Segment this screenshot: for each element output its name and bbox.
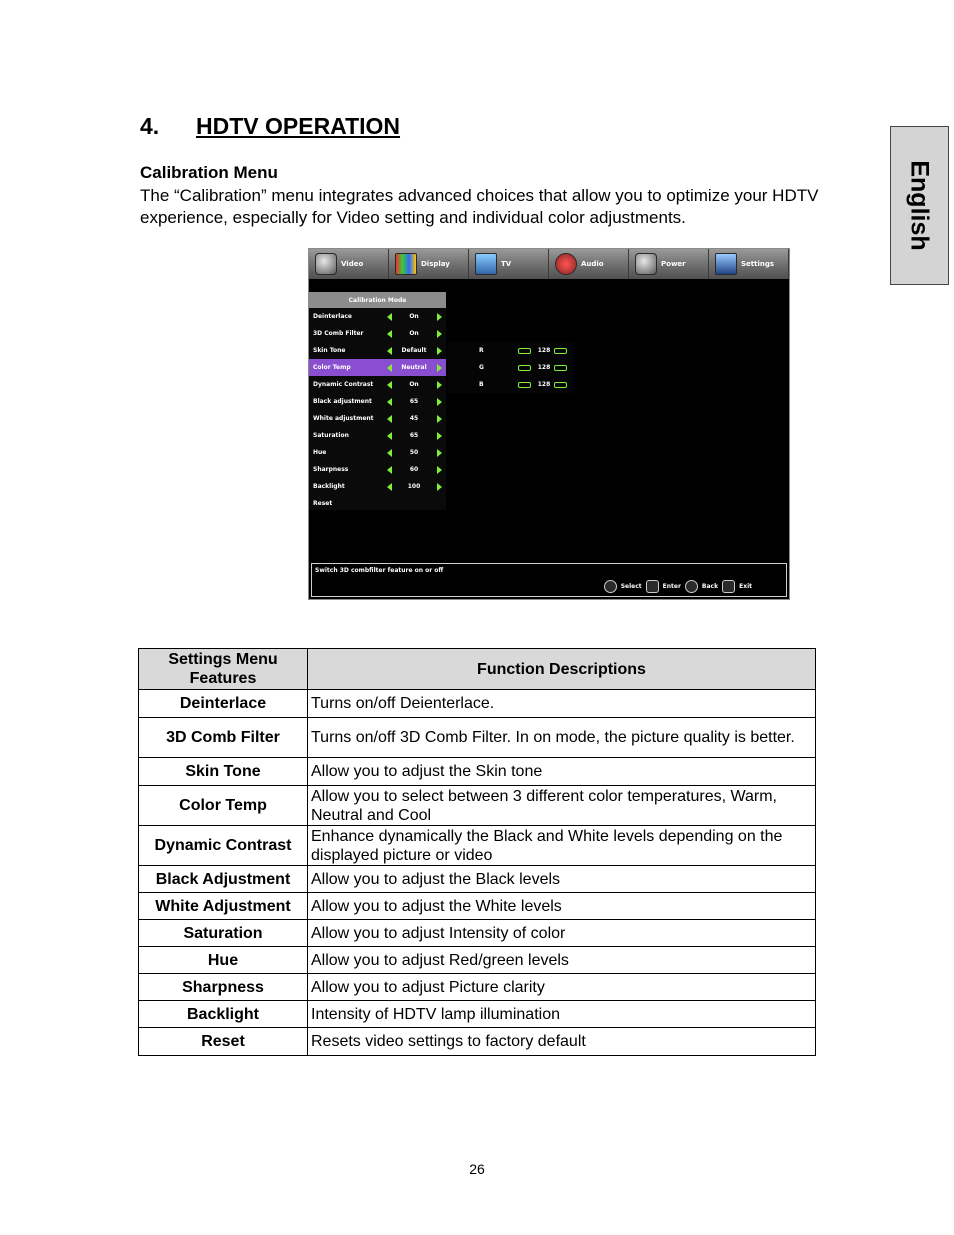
settings-feature-table	[138, 648, 816, 1056]
description-cell: Turns on/off Deienterlace.	[308, 690, 816, 718]
osd-rgb-channel: B	[479, 381, 484, 388]
description-cell: Resets video settings to factory default	[308, 1028, 816, 1056]
description-cell: Allow you to select between 3 different color temperatures, Warm, Neutral and Cool	[308, 786, 816, 826]
osd-rgb-row	[448, 342, 574, 359]
slider-decrease-icon	[518, 348, 531, 354]
osd-menu-row	[309, 461, 446, 478]
osd-menu-row	[309, 393, 446, 410]
arrow-left-icon	[387, 381, 392, 389]
osd-row-label: Dynamic Contrast	[313, 381, 374, 388]
arrow-right-icon	[437, 398, 442, 406]
section-number: 4.	[140, 113, 160, 139]
description-cell: Allow you to adjust the Black levels	[308, 866, 816, 893]
osd-tab-audio: Audio	[549, 249, 629, 279]
osd-menu-row	[309, 410, 446, 427]
osd-menu-row	[309, 495, 446, 512]
arrow-left-icon	[387, 415, 392, 423]
osd-help-bar	[311, 563, 787, 597]
osd-rgb-submenu	[448, 342, 574, 393]
osd-row-value: Neutral	[401, 364, 427, 371]
osd-rgb-value: 128	[537, 347, 551, 354]
table-row	[139, 690, 816, 718]
osd-row-label: Reset	[313, 500, 333, 507]
osd-rgb-value: 128	[537, 381, 551, 388]
osd-row-label: 3D Comb Filter	[313, 330, 364, 337]
osd-menu-row	[309, 478, 446, 495]
header-descriptions: Function Descriptions	[308, 649, 816, 690]
osd-tab-video: Video	[309, 249, 389, 279]
arrow-left-icon	[387, 313, 392, 321]
arrow-right-icon	[437, 483, 442, 491]
calibration-menu-screenshot	[308, 248, 790, 600]
osd-menu-row	[309, 444, 446, 461]
osd-key-legend: Select Enter Back Exit	[604, 580, 752, 593]
osd-row-value: 45	[409, 415, 419, 422]
description-cell: Allow you to adjust Red/green levels	[308, 947, 816, 974]
osd-row-label: Skin Tone	[313, 347, 346, 354]
osd-row-label: Deinterlace	[313, 313, 353, 320]
table-row	[139, 758, 816, 786]
arrow-left-icon	[387, 398, 392, 406]
arrow-right-icon	[437, 347, 442, 355]
arrow-left-icon	[387, 483, 392, 491]
subsection-title: Calibration Menu	[140, 163, 278, 182]
table-row	[139, 920, 816, 947]
plug-icon	[635, 253, 657, 275]
description-cell: Allow you to adjust the White levels	[308, 893, 816, 920]
arrow-left-icon	[387, 347, 392, 355]
dpad-icon	[604, 580, 617, 593]
table-header-row	[139, 649, 816, 690]
osd-row-label: Color Temp	[313, 364, 351, 371]
table-row	[139, 826, 816, 866]
page-number: 26	[469, 1161, 485, 1177]
arrow-right-icon	[437, 415, 442, 423]
osd-row-value: 65	[409, 398, 419, 405]
table-row	[139, 947, 816, 974]
osd-rgb-channel: G	[479, 364, 484, 371]
osd-tab-display: Display	[389, 249, 469, 279]
arrow-right-icon	[437, 432, 442, 440]
osd-tab-settings: Settings	[709, 249, 789, 279]
feature-cell: Deinterlace	[139, 690, 308, 718]
table-row	[139, 974, 816, 1001]
feature-cell: Color Temp	[139, 786, 308, 826]
table-row	[139, 1028, 816, 1056]
table-row	[139, 1001, 816, 1028]
osd-rgb-channel: R	[479, 347, 484, 354]
osd-tab-tv: TV	[469, 249, 549, 279]
osd-menu-row	[309, 376, 446, 393]
description-cell: Allow you to adjust the Skin tone	[308, 758, 816, 786]
feature-cell: White Adjustment	[139, 893, 308, 920]
arrow-left-icon	[387, 449, 392, 457]
osd-menu-row	[309, 325, 446, 342]
arrow-left-icon	[387, 466, 392, 474]
feature-cell: Skin Tone	[139, 758, 308, 786]
feature-cell: Backlight	[139, 1001, 308, 1028]
osd-rgb-value: 128	[537, 364, 551, 371]
osd-tab-power: Power	[629, 249, 709, 279]
tv-icon	[475, 253, 497, 275]
table-row	[139, 718, 816, 758]
osd-row-label: Sharpness	[313, 466, 349, 473]
table-row	[139, 866, 816, 893]
osd-row-label: White adjustment	[313, 415, 374, 422]
arrow-right-icon	[437, 449, 442, 457]
osd-row-value: 65	[409, 432, 419, 439]
description-cell: Turns on/off 3D Comb Filter. In on mode, the picture quality is better.	[308, 718, 816, 758]
language-tab	[890, 126, 949, 285]
description-cell: Enhance dynamically the Black and White levels depending on the displayed picture or video	[308, 826, 816, 866]
description-cell: Allow you to adjust Intensity of color	[308, 920, 816, 947]
osd-hint-text: Switch 3D combfilter feature on or off	[315, 567, 444, 574]
osd-row-value: 50	[409, 449, 419, 456]
video-reel-icon	[315, 253, 337, 275]
arrow-right-icon	[437, 330, 442, 338]
osd-row-value: On	[409, 381, 419, 388]
arrow-left-icon	[387, 330, 392, 338]
arrow-right-icon	[437, 466, 442, 474]
slider-increase-icon	[554, 382, 567, 388]
arrow-left-icon	[387, 364, 392, 372]
language-tab-label: English	[906, 160, 935, 251]
osd-row-label: Black adjustment	[313, 398, 372, 405]
osd-rgb-row	[448, 359, 574, 376]
description-cell: Allow you to adjust Picture clarity	[308, 974, 816, 1001]
feature-cell: Reset	[139, 1028, 308, 1056]
exit-key-icon	[722, 580, 735, 593]
osd-row-label: Hue	[313, 449, 327, 456]
table-row	[139, 786, 816, 826]
osd-menu-row	[309, 427, 446, 444]
feature-cell: Saturation	[139, 920, 308, 947]
osd-row-value: Default	[401, 347, 427, 354]
color-bars-icon	[395, 253, 417, 275]
section-title: HDTV OPERATION	[196, 113, 401, 139]
feature-cell: Black Adjustment	[139, 866, 308, 893]
feature-cell: Hue	[139, 947, 308, 974]
enter-key-icon	[646, 580, 659, 593]
osd-row-value: 100	[407, 483, 421, 490]
slider-increase-icon	[554, 365, 567, 371]
speaker-icon	[555, 253, 577, 275]
osd-row-value: 60	[409, 466, 419, 473]
arrow-right-icon	[437, 364, 442, 372]
slider-decrease-icon	[518, 365, 531, 371]
osd-menu-row	[309, 308, 446, 325]
arrow-left-icon	[387, 432, 392, 440]
section-heading	[140, 113, 400, 140]
osd-calibration-menu	[309, 292, 446, 510]
intro-paragraph: The “Calibration” menu integrates advanced choices that allow you to optimize your HDTV experience, especially for Video setting and individual color adjustments.	[140, 186, 819, 227]
slider-increase-icon	[554, 348, 567, 354]
header-features: Settings Menu Features	[139, 649, 308, 690]
osd-menu-title: Calibration Mode	[309, 292, 446, 308]
slider-decrease-icon	[518, 382, 531, 388]
back-key-icon	[685, 580, 698, 593]
feature-cell: 3D Comb Filter	[139, 718, 308, 758]
osd-row-label: Saturation	[313, 432, 349, 439]
osd-row-label: Backlight	[313, 483, 345, 490]
osd-menu-row	[309, 342, 446, 359]
osd-rgb-row	[448, 376, 574, 393]
osd-row-value: On	[409, 313, 419, 320]
osd-row-value: On	[409, 330, 419, 337]
feature-cell: Sharpness	[139, 974, 308, 1001]
arrow-right-icon	[437, 313, 442, 321]
osd-menu-row	[309, 359, 446, 376]
settings-list-icon	[715, 253, 737, 275]
description-cell: Intensity of HDTV lamp illumination	[308, 1001, 816, 1028]
table-row	[139, 893, 816, 920]
arrow-right-icon	[437, 381, 442, 389]
osd-tab-bar	[309, 249, 789, 279]
feature-cell: Dynamic Contrast	[139, 826, 308, 866]
